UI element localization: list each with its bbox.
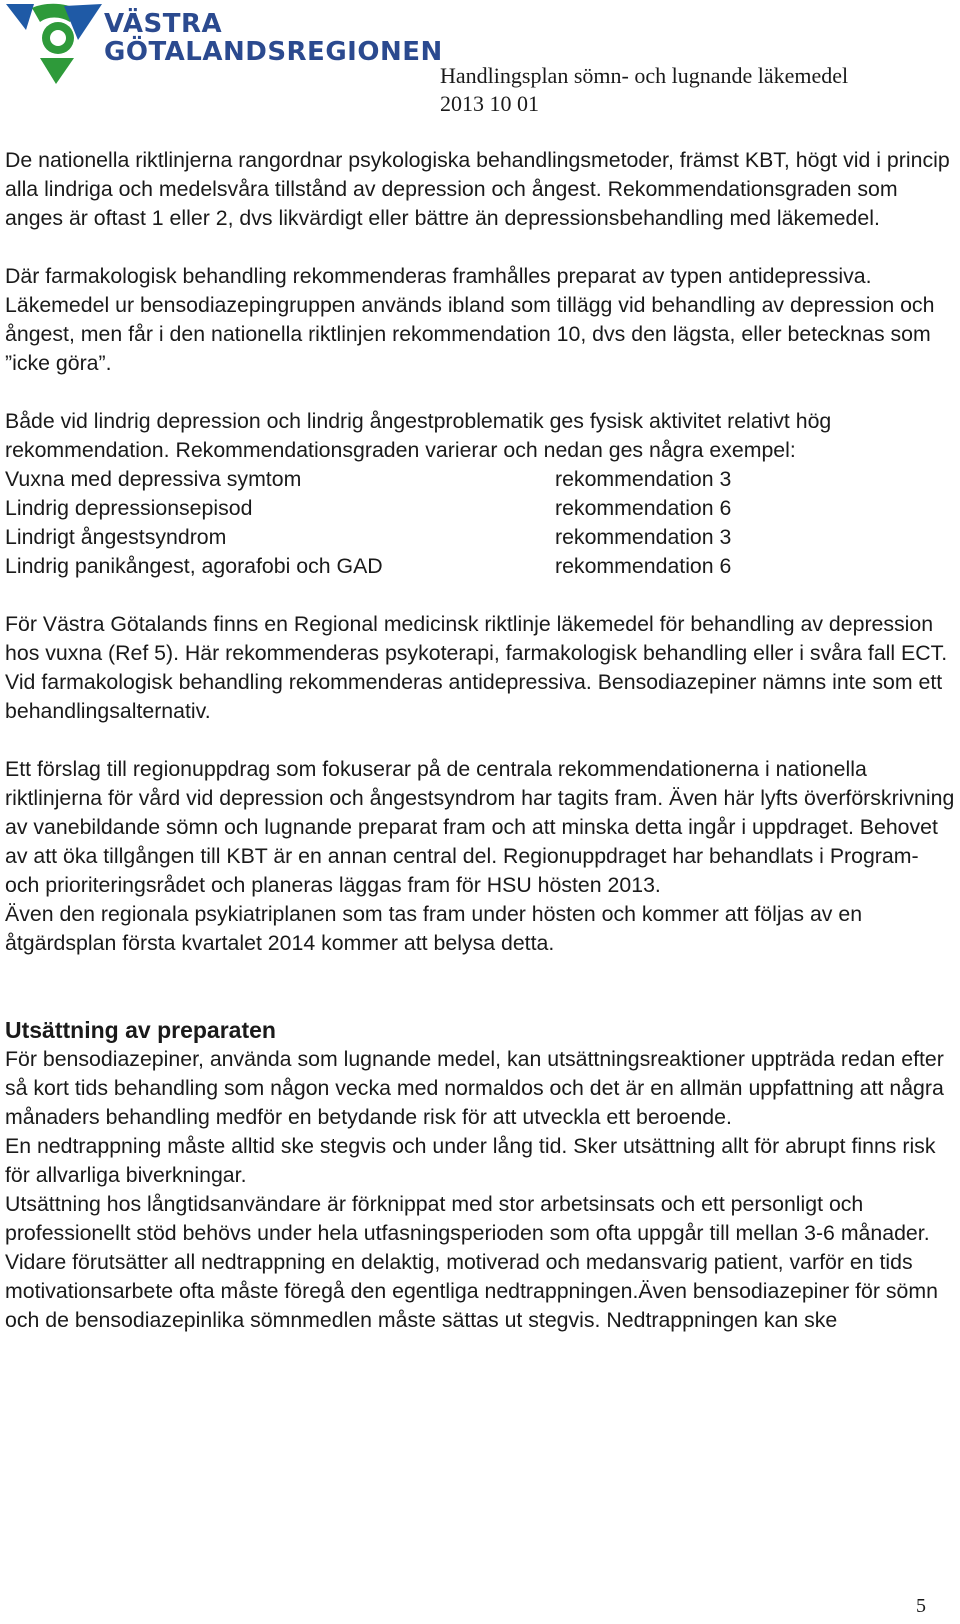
example-value: rekommendation 3: [555, 525, 732, 549]
paragraph-physical-activity: Både vid lindrig depression och lindrig ångestproblematik ges fysisk aktivitet relativt hög rekommendation. Rekommendationsgraden varierar och nedan ges några exempel:: [5, 409, 832, 462]
example-value: rekommendation 6: [555, 554, 732, 578]
paragraph-benzodiazepines: Läkemedel ur bensodiazepingruppen används ibland som tillägg vid behandling av depression och ångest, men får i den nationella riktlinjen rekommendation 10, dvs den lägsta, eller betecknas som ”icke göra”.: [5, 293, 935, 375]
logo-line-1: VÄSTRA: [104, 9, 223, 39]
vgr-logo-icon: [4, 0, 104, 90]
example-value: rekommendation 3: [555, 467, 732, 491]
logo: [4, 0, 443, 90]
section-heading: Utsättning av preparaten: [5, 1017, 276, 1043]
paragraph-pharmacological: Där farmakologisk behandling rekommenderas framhålles preparat av typen antidepressiva.: [5, 264, 872, 288]
document-header: [440, 62, 848, 118]
table-row: [5, 552, 765, 581]
paragraph-regional-guideline: För Västra Götalands finns en Regional medicinsk riktlinje läkemedel för behandling av depression hos vuxna (Ref 5). Här rekommenderas psykoterapi, farmakologisk behandling eller i svåra fall ECT. Vid farmakologisk behandling rekommenderas antidepressiva. Bensodiazepiner nämns inte som ett behandlingsalternativ.: [5, 612, 948, 723]
document-date: 2013 10 01: [440, 91, 539, 116]
example-label: Lindrigt ångestsyndrom: [5, 525, 227, 549]
paragraph-psychiatry-plan: Även den regionala psykiatriplanen som tas fram under hösten och kommer att följas av en åtgärdsplan första kvartalet 2014 kommer att belysa detta.: [5, 902, 863, 955]
example-value: rekommendation 6: [555, 496, 732, 520]
paragraph-guidelines: De nationella riktlinjerna rangordnar psykologiska behandlingsmetoder, främst KBT, högt vid i princip alla lindriga och medelsvåra tillstånd av depression och ångest. Rekommendationsgraden som anges är oftast 1 eller 2, dvs likvärdigt eller bättre än depressionsbehandling med läkemedel.: [5, 148, 950, 230]
example-label: Lindrig panikångest, agorafobi och GAD: [5, 554, 383, 578]
table-row: [5, 494, 765, 523]
example-label: Lindrig depressionsepisod: [5, 496, 253, 520]
examples-table: [5, 465, 765, 581]
logo-line-2: GÖTALANDSREGIONEN: [104, 37, 443, 67]
paragraph-regional-assignment: Ett förslag till regionuppdrag som fokuserar på de centrala rekommendationerna i nationella riktlinjerna för vård vid depression och ångestsyndrom har tagits fram. Även här lyfts överförskrivning av vanebildande sömn och lugnande preparat fram och att minska detta ingår i uppdraget. Behovet av att öka tillgången till KBT är en annan central del. Regionuppdraget har behandlats i Program- och prioriteringsrådet och planeras läggas fram för HSU hösten 2013.: [5, 757, 955, 897]
paragraph-withdrawal-reactions: För bensodiazepiner, använda som lugnande medel, kan utsättningsreaktioner uppträda redan efter så kort tids behandling som någon vecka med normaldos och det är en allmän uppfattning att några månaders behandling medför en betydande risk för att utveckla ett beroende.: [5, 1047, 944, 1129]
paragraph-long-term-users: Utsättning hos långtidsanvändare är förknippat med stor arbetsinsats och ett personligt och professionellt stöd behövs under hela utfasningsperioden som ofta uppgår till mellan 3-6 månader. Vidare förutsätter all nedtrappning en delaktig, motiverad och medansvarig patient, varför en tids motivationsarbete ofta måste föregå den egentliga nedtrappningen.Även bensodiazepiner för sömn och de bensodiazepinlika sömnmedlen måste sättas ut stegvis. Nedtrappningen kan ske: [5, 1192, 938, 1332]
page-number: 5: [916, 1595, 926, 1617]
example-label: Vuxna med depressiva symtom: [5, 467, 302, 491]
paragraph-tapering: En nedtrappning måste alltid ske stegvis och under lång tid. Sker utsättning allt för abrupt finns risk för allvarliga biverkningar.: [5, 1134, 936, 1187]
logo-text: [104, 10, 443, 66]
document-body: [5, 146, 955, 1335]
table-row: [5, 523, 765, 552]
document-title: Handlingsplan sömn- och lugnande läkemedel: [440, 63, 849, 88]
table-row: [5, 465, 765, 494]
